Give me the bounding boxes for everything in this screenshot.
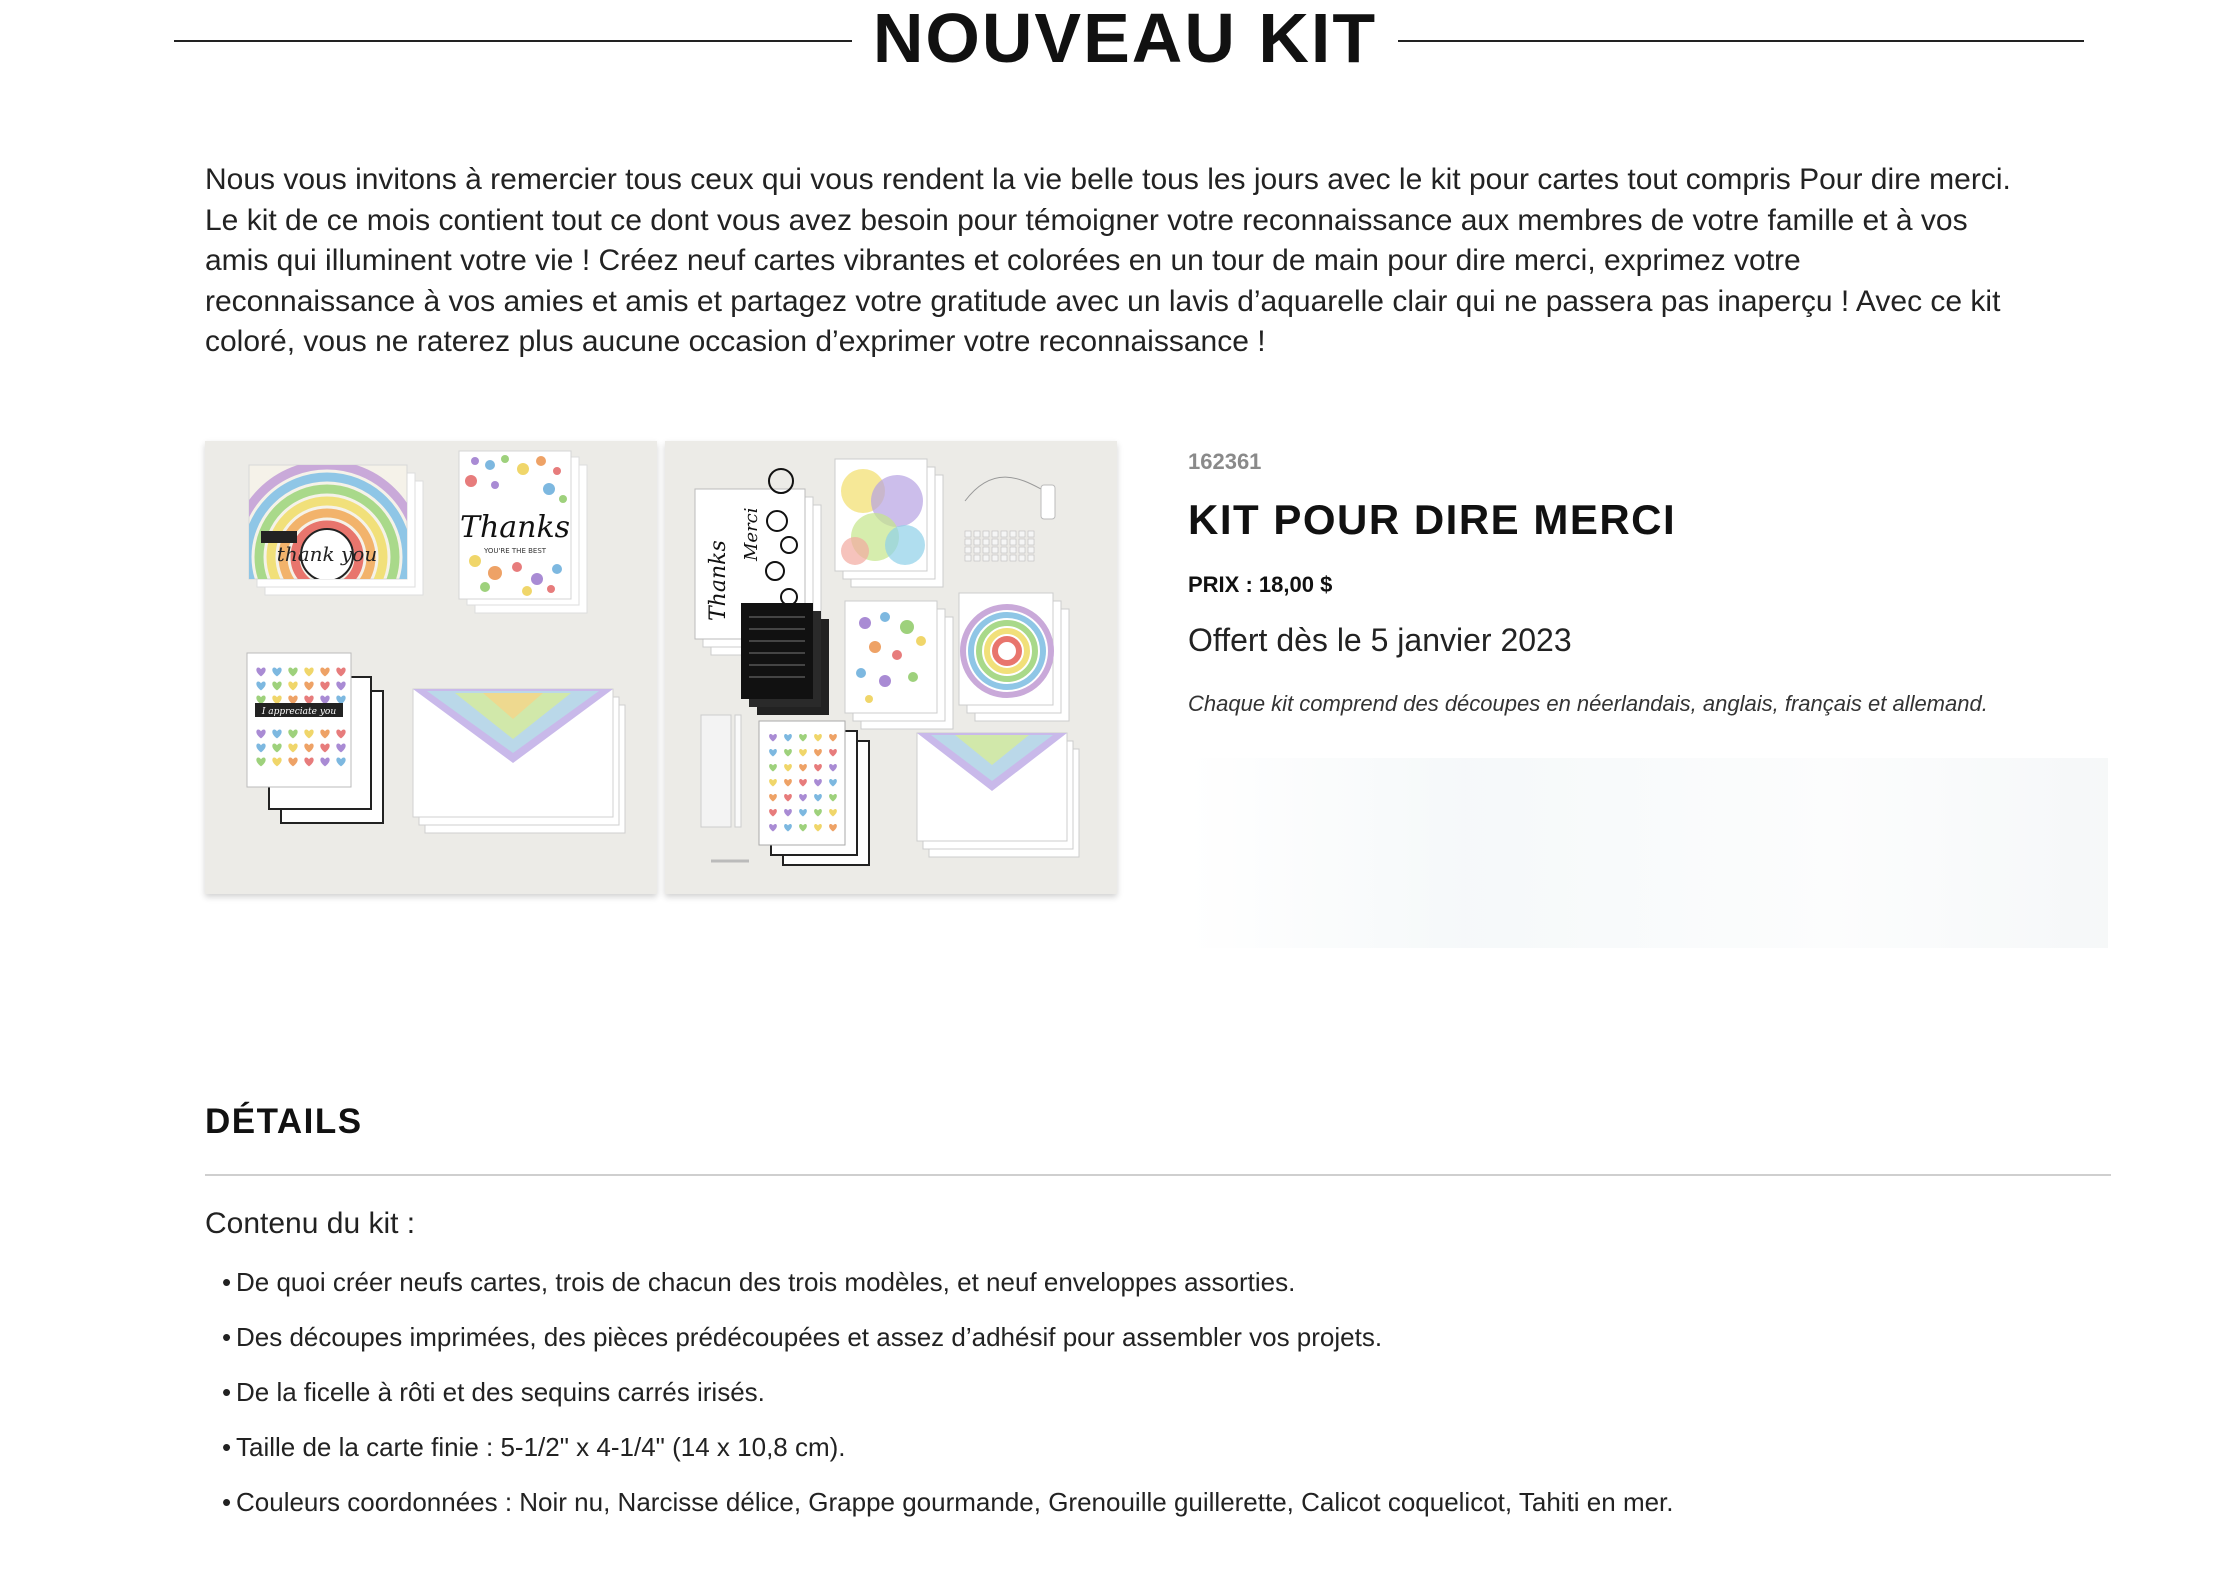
- sequin: [1010, 555, 1016, 561]
- sequin: [1001, 547, 1007, 553]
- watercolor-cards: [835, 459, 943, 587]
- sequin: [992, 547, 998, 553]
- sequins-grid: [965, 531, 1034, 561]
- list-item-text: De quoi créer neufs cartes, trois de chacun des trois modèles, et neuf enveloppes assorties.: [236, 1267, 1296, 1297]
- sequin: [1019, 547, 1025, 553]
- sequin: [1001, 539, 1007, 545]
- sequin: [992, 531, 998, 537]
- header-rule-left: [174, 40, 852, 42]
- list-item: [222, 1264, 1674, 1319]
- header-rule-right: [1398, 40, 2084, 42]
- list-item: [222, 1484, 1674, 1539]
- rainbow-swirl-cards: [959, 593, 1069, 721]
- finished-cards-illustration: [205, 441, 657, 894]
- list-item: [222, 1319, 1674, 1374]
- product-price: PRIX : 18,00 $: [1188, 572, 1333, 597]
- kit-contents-list: [222, 1264, 1674, 1539]
- thank-you-card-text: thank you: [276, 542, 378, 566]
- thanks-card-subtext: YOU'RE THE BEST: [483, 547, 547, 555]
- sequin: [965, 531, 971, 537]
- sequin: [992, 539, 998, 545]
- heart-sheets: [759, 721, 869, 865]
- kit-contents-photo: [665, 441, 1117, 894]
- bullet-icon: •: [222, 1432, 232, 1462]
- language-note: Chaque kit comprend des découpes en néerlandais, anglais, français et allemand.: [1188, 691, 1988, 716]
- sequin: [1019, 539, 1025, 545]
- envelope-stack-2: [917, 733, 1079, 857]
- bullet-icon: •: [222, 1322, 232, 1352]
- section-header: [174, 0, 2084, 80]
- sequin: [1028, 539, 1034, 545]
- product-title: KIT POUR DIRE MERCI: [1188, 496, 1677, 543]
- sequin: [983, 555, 989, 561]
- envelope-stack: [413, 689, 625, 833]
- adhesive-strips: [701, 715, 749, 861]
- bullet-icon: •: [222, 1487, 232, 1517]
- intro-line: amis qui illuminent votre vie ! Créez neuf cartes vibrantes et colorées en un tour de main pour dire merci, exprimez votre: [205, 244, 1801, 277]
- svg-text:Thanks: Thanks: [706, 540, 731, 621]
- sequin: [1010, 531, 1016, 537]
- rainbow-card-stack: [235, 465, 423, 649]
- sequin: [1028, 547, 1034, 553]
- faded-graphic: [1188, 758, 2108, 948]
- kit-contents-label: Contenu du kit :: [205, 1207, 416, 1240]
- sequin: [983, 547, 989, 553]
- sequin: [1010, 539, 1016, 545]
- list-item-text: Couleurs coordonnées : Noir nu, Narcisse délice, Grappe gourmande, Grenouille guillerette, Calicot coquelicot, Tahiti en mer.: [236, 1487, 1674, 1517]
- intro-line: Le kit de ce mois contient tout ce dont vous avez besoin pour témoigner votre reconnaissance aux membres de votre famille et à vos: [205, 203, 1968, 237]
- sequin: [983, 539, 989, 545]
- sequin: [1028, 531, 1034, 537]
- thanks-card-text: Thanks: [459, 510, 571, 545]
- product-image: [205, 441, 1117, 894]
- sequin: [965, 555, 971, 561]
- sentiment-cards: [741, 603, 829, 715]
- bullet-icon: •: [222, 1377, 232, 1407]
- sequin: [1019, 555, 1025, 561]
- sequin: [965, 547, 971, 553]
- sequin: [965, 539, 971, 545]
- sequin: [1001, 555, 1007, 561]
- intro-line: Nous vous invitons à remercier tous ceux qui vous rendent la vie belle tous les jours avec le kit pour cartes tout compris Pour dire merci.: [205, 163, 2011, 196]
- finished-cards-photo: [205, 441, 657, 894]
- sequin: [992, 555, 998, 561]
- hearts-card-stack: [247, 653, 383, 823]
- list-item: [222, 1429, 1674, 1484]
- page-title: NOUVEAU KIT: [872, 0, 1378, 77]
- kit-contents-illustration: [665, 441, 1117, 894]
- sequin: [1001, 531, 1007, 537]
- list-item-text: Des découpes imprimées, des pièces prédécoupées et assez d’adhésif pour assembler vos projets.: [236, 1322, 1383, 1352]
- availability-date: Offert dès le 5 janvier 2023: [1188, 622, 1572, 658]
- details-divider: [205, 1174, 2111, 1176]
- intro-line: reconnaissance à vos amies et amis et partagez votre gratitude avec un lavis d’aquarelle clair qui ne passera pas inaperçu ! Avec ce kit: [205, 284, 2001, 318]
- intro-paragraph: [205, 160, 2105, 363]
- product-sku: 162361: [1188, 449, 1262, 474]
- sequin: [974, 531, 980, 537]
- sequin: [974, 555, 980, 561]
- thanks-dots-card-stack: [459, 451, 587, 613]
- sequin: [974, 547, 980, 553]
- list-item-text: De la ficelle à rôti et des sequins carrés irisés.: [236, 1377, 765, 1407]
- sequin: [1010, 547, 1016, 553]
- dots-cards: [845, 601, 953, 729]
- list-item: [222, 1374, 1674, 1429]
- sequin: [974, 539, 980, 545]
- twine-and-sequins: [965, 477, 1055, 561]
- sequin: [1028, 555, 1034, 561]
- sequin: [1019, 531, 1025, 537]
- svg-text:Merci: Merci: [741, 507, 762, 561]
- sequin: [983, 531, 989, 537]
- intro-line: coloré, vous ne raterez plus aucune occasion d’exprimer votre reconnaissance !: [205, 325, 1266, 358]
- bullet-icon: •: [222, 1267, 232, 1297]
- appreciate-label-text: I appreciate you: [261, 707, 337, 717]
- list-item-text: Taille de la carte finie : 5-1/2" x 4-1/4" (14 x 10,8 cm).: [236, 1432, 846, 1462]
- details-heading: DÉTAILS: [205, 1102, 363, 1141]
